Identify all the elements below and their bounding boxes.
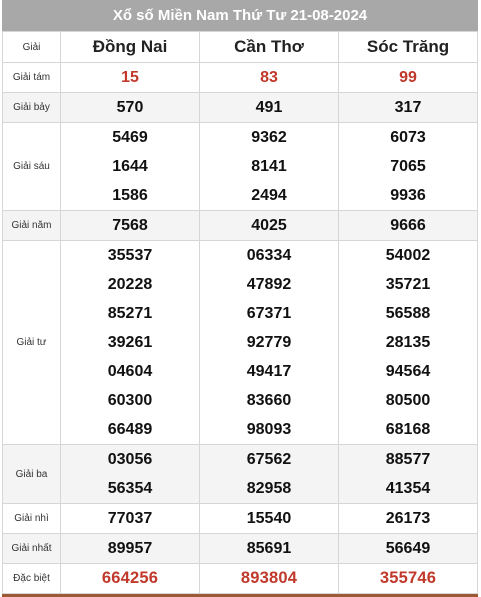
result-number: 35537 — [107, 247, 153, 264]
result-number: 28135 — [385, 334, 431, 351]
result-number: 15 — [121, 69, 139, 86]
result-number: 49417 — [246, 363, 292, 380]
cell-g4-can-tho — [200, 241, 339, 445]
cell-g7-soc-trang — [339, 93, 478, 123]
prize-row-g6 — [3, 123, 478, 211]
prize-label-g3: Giải ba — [3, 445, 61, 504]
result-number: 82958 — [246, 480, 292, 497]
result-number: 68168 — [385, 421, 431, 438]
result-number: 66489 — [107, 421, 153, 438]
cell-g8-can-tho — [200, 63, 339, 93]
result-number: 6073 — [390, 129, 426, 146]
result-number: 67562 — [246, 451, 292, 468]
cell-g5-can-tho — [200, 211, 339, 241]
cell-g8-dong-nai — [61, 63, 200, 93]
cell-special-dong-nai — [61, 564, 200, 594]
result-number: 77037 — [107, 510, 153, 527]
cell-g7-can-tho — [200, 93, 339, 123]
cell-g1-dong-nai — [61, 534, 200, 564]
cell-g2-can-tho — [200, 504, 339, 534]
result-number: 03056 — [107, 451, 153, 468]
result-number: 1644 — [112, 158, 148, 175]
prize-label-g8: Giải tám — [3, 63, 61, 93]
result-number: 04604 — [107, 363, 153, 380]
result-number: 2494 — [251, 187, 287, 204]
result-number: 39261 — [107, 334, 153, 351]
result-number: 89957 — [107, 540, 153, 557]
cell-g6-dong-nai — [61, 123, 200, 211]
result-number: 570 — [116, 99, 144, 116]
prize-row-g7 — [3, 93, 478, 123]
prize-row-g1 — [3, 534, 478, 564]
result-number: 15540 — [246, 510, 292, 527]
prize-row-g5 — [3, 211, 478, 241]
cell-g5-dong-nai — [61, 211, 200, 241]
cell-g2-dong-nai — [61, 504, 200, 534]
result-number: 41354 — [385, 480, 431, 497]
result-number: 54002 — [385, 247, 431, 264]
lottery-results-table-container — [2, 0, 478, 597]
result-number: 35721 — [385, 276, 431, 293]
prize-label-g7: Giải bảy — [3, 93, 61, 123]
province-header-can-tho: Cần Thơ — [200, 32, 339, 63]
special-result-number: 664256 — [101, 569, 159, 587]
prize-label-g2: Giải nhì — [3, 504, 61, 534]
prize-row-g2 — [3, 504, 478, 534]
results-table — [2, 31, 478, 594]
results-title: Xổ số Miền Nam Thứ Tư 21-08-2024 — [2, 0, 478, 31]
cell-g3-dong-nai — [61, 445, 200, 504]
result-number: 26173 — [385, 510, 431, 527]
special-result-number: 893804 — [240, 569, 298, 587]
result-number: 20228 — [107, 276, 153, 293]
prize-label-g4: Giải tư — [3, 241, 61, 445]
result-number: 9666 — [390, 217, 426, 234]
cell-special-can-tho — [200, 564, 339, 594]
result-number: 67371 — [246, 305, 292, 322]
prize-row-g8 — [3, 63, 478, 93]
result-number: 88577 — [385, 451, 431, 468]
result-number: 80500 — [385, 392, 431, 409]
result-number: 47892 — [246, 276, 292, 293]
result-number: 5469 — [112, 129, 148, 146]
result-number: 9362 — [251, 129, 287, 146]
cell-special-soc-trang — [339, 564, 478, 594]
result-number: 317 — [394, 99, 422, 116]
result-number: 7065 — [390, 158, 426, 175]
cell-g2-soc-trang — [339, 504, 478, 534]
prize-row-g4 — [3, 241, 478, 445]
result-number: 1586 — [112, 187, 148, 204]
result-number: 06334 — [246, 247, 292, 264]
prize-label-g1: Giải nhất — [3, 534, 61, 564]
result-number: 491 — [255, 99, 283, 116]
prize-row-special — [3, 564, 478, 594]
prize-label-g5: Giải năm — [3, 211, 61, 241]
result-number: 83660 — [246, 392, 292, 409]
result-number: 92779 — [246, 334, 292, 351]
result-number: 83 — [260, 69, 278, 86]
cell-g5-soc-trang — [339, 211, 478, 241]
prize-column-header: Giải — [3, 32, 61, 63]
cell-g6-can-tho — [200, 123, 339, 211]
cell-g6-soc-trang — [339, 123, 478, 211]
province-header-dong-nai: Đồng Nai — [61, 32, 200, 63]
cell-g3-can-tho — [200, 445, 339, 504]
result-number: 4025 — [251, 217, 287, 234]
prize-row-g3 — [3, 445, 478, 504]
cell-g1-can-tho — [200, 534, 339, 564]
result-number: 7568 — [112, 217, 148, 234]
cell-g7-dong-nai — [61, 93, 200, 123]
prize-label-g6: Giải sáu — [3, 123, 61, 211]
header-row — [3, 32, 478, 63]
prize-label-special: Đặc biệt — [3, 564, 61, 594]
result-number: 94564 — [385, 363, 431, 380]
result-number: 56354 — [107, 480, 153, 497]
result-number: 85691 — [246, 540, 292, 557]
cell-g1-soc-trang — [339, 534, 478, 564]
cell-g8-soc-trang — [339, 63, 478, 93]
result-number: 85271 — [107, 305, 153, 322]
cell-g4-soc-trang — [339, 241, 478, 445]
special-result-number: 355746 — [379, 569, 437, 587]
province-header-soc-trang: Sóc Trăng — [339, 32, 478, 63]
result-number: 60300 — [107, 392, 153, 409]
result-number: 56649 — [385, 540, 431, 557]
result-number: 99 — [399, 69, 417, 86]
cell-g3-soc-trang — [339, 445, 478, 504]
result-number: 56588 — [385, 305, 431, 322]
cell-g4-dong-nai — [61, 241, 200, 445]
result-number: 98093 — [246, 421, 292, 438]
result-number: 9936 — [390, 187, 426, 204]
result-number: 8141 — [251, 158, 287, 175]
